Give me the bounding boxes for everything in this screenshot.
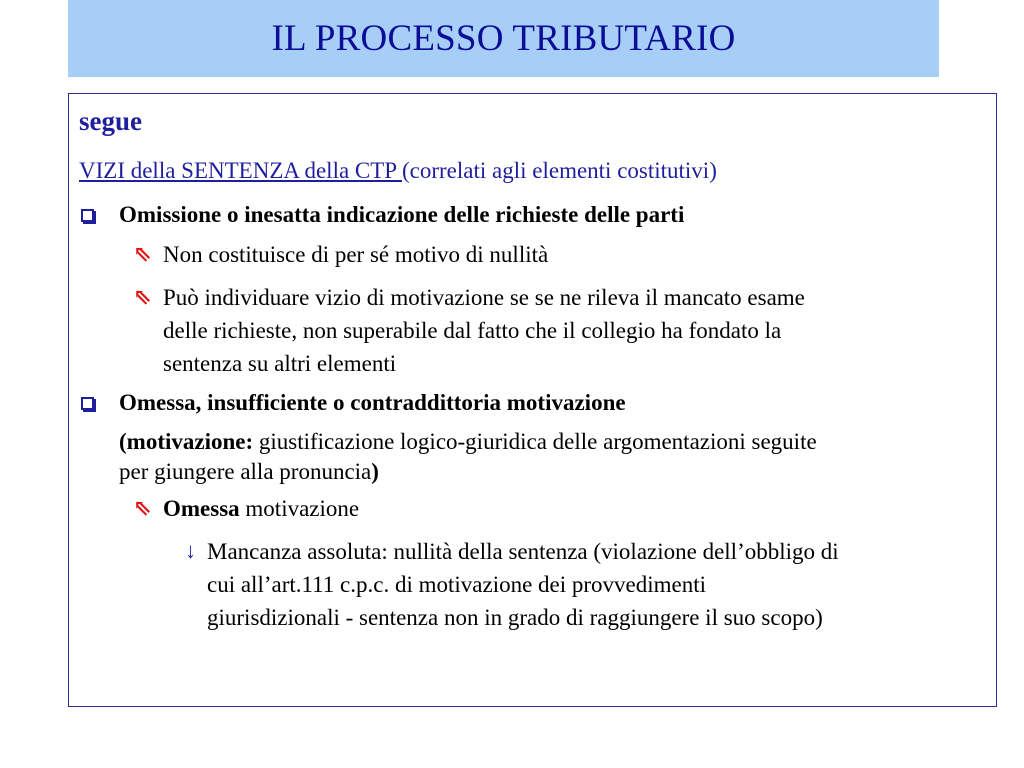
section-heading-rest: (correlati agli elementi costitutivi)	[402, 158, 717, 183]
motivazione-definition-line1	[119, 426, 817, 458]
subsub-line2: cui all’art.111 c.p.c. di motivazione dei provvedimenti	[207, 572, 707, 597]
bullet2-sub	[163, 493, 359, 525]
bullet1-sub2-line2: delle richieste, non superabile dal fatto che il collegio ha fondato la	[163, 318, 782, 343]
content-box	[68, 93, 997, 707]
arrow-up-left-icon: ⇖	[133, 495, 152, 520]
section-heading-underlined: VIZI della SENTENZA della CTP	[79, 158, 402, 183]
arrow-up-left-icon: ⇖	[133, 241, 152, 266]
definition-label: motivazione:	[126, 429, 254, 454]
definition-close-paren: )	[371, 459, 379, 484]
motivazione-definition-line2	[119, 456, 379, 488]
bullet1-sub1: Non costituisce di per sé motivo di nullità	[163, 242, 549, 267]
section-heading	[79, 158, 717, 184]
arrow-down-icon: ↓	[185, 538, 196, 563]
arrow-up-left-icon: ⇖	[133, 284, 152, 309]
bullet1-sub2-line1: Può individuare vizio di motivazione se se ne rileva il mancato esame	[163, 285, 805, 310]
square-bullet-icon	[81, 397, 94, 410]
bullet2-text: Omessa, insufficiente o contraddittoria motivazione	[119, 390, 626, 415]
slide-title: IL PROCESSO TRIBUTARIO	[271, 18, 736, 59]
definition-text-cont: per giungere alla pronuncia	[119, 459, 372, 484]
definition-text: giustificazione logico-giuridica delle argomentazioni seguite	[253, 429, 817, 454]
bullet1-sub2-line3: sentenza su altri elementi	[163, 351, 397, 376]
subsub-line3: giurisdizionali - sentenza non in grado di raggiungere il suo scopo)	[207, 605, 823, 630]
bullet1-text: Omissione o inesatta indicazione delle richieste delle parti	[119, 202, 685, 227]
title-bar	[68, 0, 939, 77]
square-bullet-icon	[81, 209, 94, 222]
segue-label: segue	[79, 106, 142, 136]
definition-open-paren: (	[119, 429, 127, 454]
omessa-label: Omessa	[163, 496, 240, 521]
subsub-line1: Mancanza assoluta: nullità della sentenza (violazione dell’obbligo di	[207, 539, 839, 564]
omessa-rest: motivazione	[239, 496, 360, 521]
